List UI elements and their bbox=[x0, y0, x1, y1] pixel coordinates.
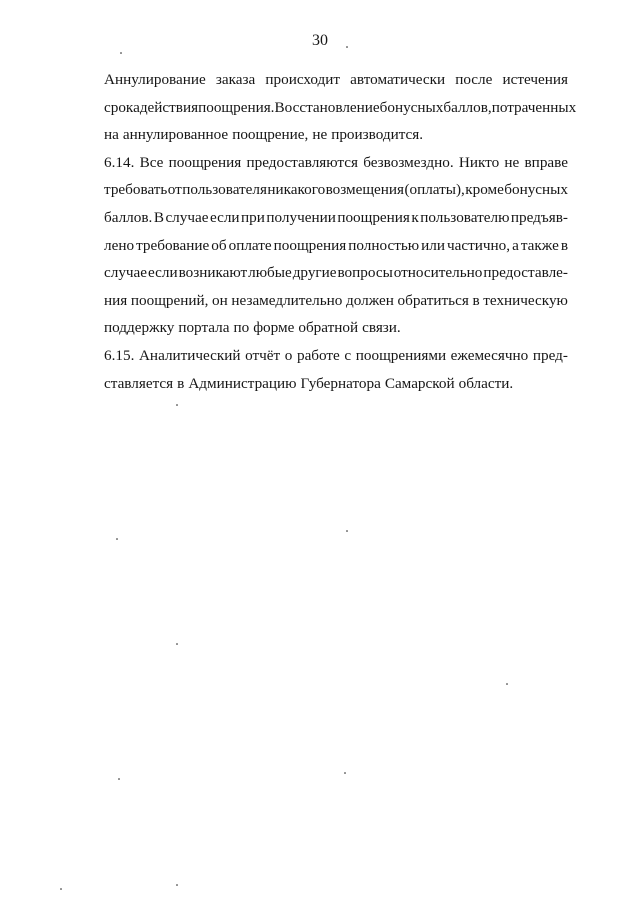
word: о bbox=[284, 346, 293, 364]
scan-speck bbox=[346, 46, 348, 48]
word: баллов, bbox=[443, 98, 492, 116]
word: срока bbox=[104, 98, 140, 116]
word: поощрений, bbox=[130, 291, 209, 309]
word: также bbox=[520, 236, 559, 254]
word: возмещения bbox=[325, 181, 405, 199]
word: Аналитический bbox=[138, 346, 241, 364]
word: оплате bbox=[228, 236, 272, 254]
word: поощрения bbox=[273, 236, 347, 254]
scan-speck bbox=[60, 888, 62, 890]
word: работе bbox=[296, 346, 340, 364]
word: аннулированное bbox=[122, 126, 229, 144]
word: бонусных bbox=[379, 98, 444, 116]
word: истечения bbox=[502, 71, 568, 88]
word: в bbox=[472, 291, 480, 309]
word: незамедлительно bbox=[231, 291, 343, 309]
word: требовать bbox=[104, 181, 168, 199]
word: не bbox=[312, 126, 328, 144]
word: области. bbox=[458, 374, 514, 392]
word: Самарской bbox=[384, 374, 455, 392]
text-line bbox=[104, 342, 568, 370]
word: предоставле- bbox=[483, 264, 568, 282]
word: полностью bbox=[348, 236, 420, 254]
word: кроме bbox=[465, 181, 504, 199]
word: потраченных bbox=[491, 98, 577, 116]
word: другие bbox=[292, 264, 337, 282]
word: предъяв- bbox=[510, 208, 568, 226]
word: поощрениями bbox=[355, 346, 447, 364]
word: если bbox=[209, 208, 240, 226]
scan-speck bbox=[116, 538, 118, 540]
word: должен bbox=[346, 291, 394, 309]
word: ния bbox=[104, 291, 128, 309]
word: Аннулирование bbox=[104, 71, 206, 88]
word: Никто bbox=[458, 153, 500, 171]
text-line bbox=[104, 204, 568, 232]
word: частично, bbox=[447, 236, 511, 254]
word: случае bbox=[165, 208, 209, 226]
word: возникают bbox=[178, 264, 248, 282]
word: никакого bbox=[267, 181, 326, 199]
scan-speck bbox=[120, 52, 122, 54]
word: относительно bbox=[393, 264, 483, 282]
scan-speck bbox=[118, 778, 120, 780]
word: в bbox=[560, 236, 568, 254]
word: В bbox=[153, 208, 164, 226]
word: Администрацию bbox=[188, 374, 297, 392]
word: после bbox=[455, 71, 493, 88]
paragraph-6-14 bbox=[104, 149, 568, 342]
word: заказа bbox=[215, 71, 256, 88]
word: действия bbox=[139, 98, 199, 116]
word: баллов. bbox=[104, 208, 153, 226]
word: безвозмездно. bbox=[363, 153, 454, 171]
word: с bbox=[344, 346, 352, 364]
word: пред- bbox=[532, 346, 568, 364]
word: Губернатора bbox=[300, 374, 381, 392]
paragraph-6-15 bbox=[104, 342, 568, 397]
word: поддержку bbox=[104, 319, 175, 337]
word: пользователю bbox=[420, 208, 510, 226]
word: ежемесячно bbox=[450, 346, 529, 364]
word: форме bbox=[253, 319, 295, 337]
text-line bbox=[104, 314, 568, 342]
word: отчёт bbox=[245, 346, 281, 364]
text-line bbox=[104, 287, 568, 315]
document-body bbox=[104, 66, 577, 397]
word: портала bbox=[178, 319, 230, 337]
word: в bbox=[177, 374, 185, 392]
word: производится. bbox=[331, 126, 424, 144]
word: он bbox=[212, 291, 228, 309]
word: пользователя bbox=[182, 181, 267, 199]
word: вправе bbox=[524, 153, 568, 171]
word: предоставляются bbox=[246, 153, 358, 171]
scan-speck bbox=[176, 404, 178, 406]
word: обратной bbox=[298, 319, 359, 337]
word: ставляется bbox=[104, 374, 174, 392]
text-line bbox=[104, 259, 568, 287]
scan-speck bbox=[176, 643, 178, 645]
text-line bbox=[104, 121, 568, 149]
scan-speck bbox=[176, 884, 178, 886]
word: а bbox=[512, 236, 519, 254]
word: Все bbox=[139, 153, 164, 171]
text-line bbox=[104, 94, 577, 122]
scan-speck bbox=[344, 772, 346, 774]
word: при bbox=[241, 208, 265, 226]
word: поощрения bbox=[337, 208, 410, 226]
word: 6.15. bbox=[104, 346, 135, 364]
word: на bbox=[104, 126, 119, 144]
word: поощрения. bbox=[198, 98, 275, 116]
word: случае bbox=[104, 264, 148, 282]
word: лено bbox=[104, 236, 135, 254]
text-line bbox=[104, 176, 568, 204]
text-line bbox=[104, 370, 568, 398]
word: техническую bbox=[483, 291, 568, 309]
word: от bbox=[167, 181, 182, 199]
word: вопросы bbox=[337, 264, 393, 282]
text-line bbox=[104, 149, 568, 177]
word: получении bbox=[266, 208, 336, 226]
word: об bbox=[211, 236, 227, 254]
word: по bbox=[233, 319, 250, 337]
word: или bbox=[421, 236, 445, 254]
text-line bbox=[104, 232, 568, 260]
word: связи. bbox=[362, 319, 401, 337]
word: обратиться bbox=[397, 291, 469, 309]
scan-speck bbox=[346, 530, 348, 532]
word: бонусных bbox=[504, 181, 568, 199]
word: автоматически bbox=[350, 71, 446, 88]
word: происходит bbox=[265, 71, 341, 88]
word: (оплаты), bbox=[404, 181, 465, 199]
word: если bbox=[148, 264, 178, 282]
word: не bbox=[504, 153, 520, 171]
word: Восстановление bbox=[274, 98, 380, 116]
word: любые bbox=[248, 264, 292, 282]
word: к bbox=[411, 208, 419, 226]
word: поощрения bbox=[168, 153, 242, 171]
page-number: 30 bbox=[312, 32, 328, 49]
scan-speck bbox=[506, 683, 508, 685]
word: поощрение, bbox=[232, 126, 309, 144]
word: 6.14. bbox=[104, 153, 135, 171]
word: требование bbox=[136, 236, 210, 254]
text-line bbox=[104, 66, 568, 94]
paragraph-cancellation bbox=[104, 66, 577, 149]
